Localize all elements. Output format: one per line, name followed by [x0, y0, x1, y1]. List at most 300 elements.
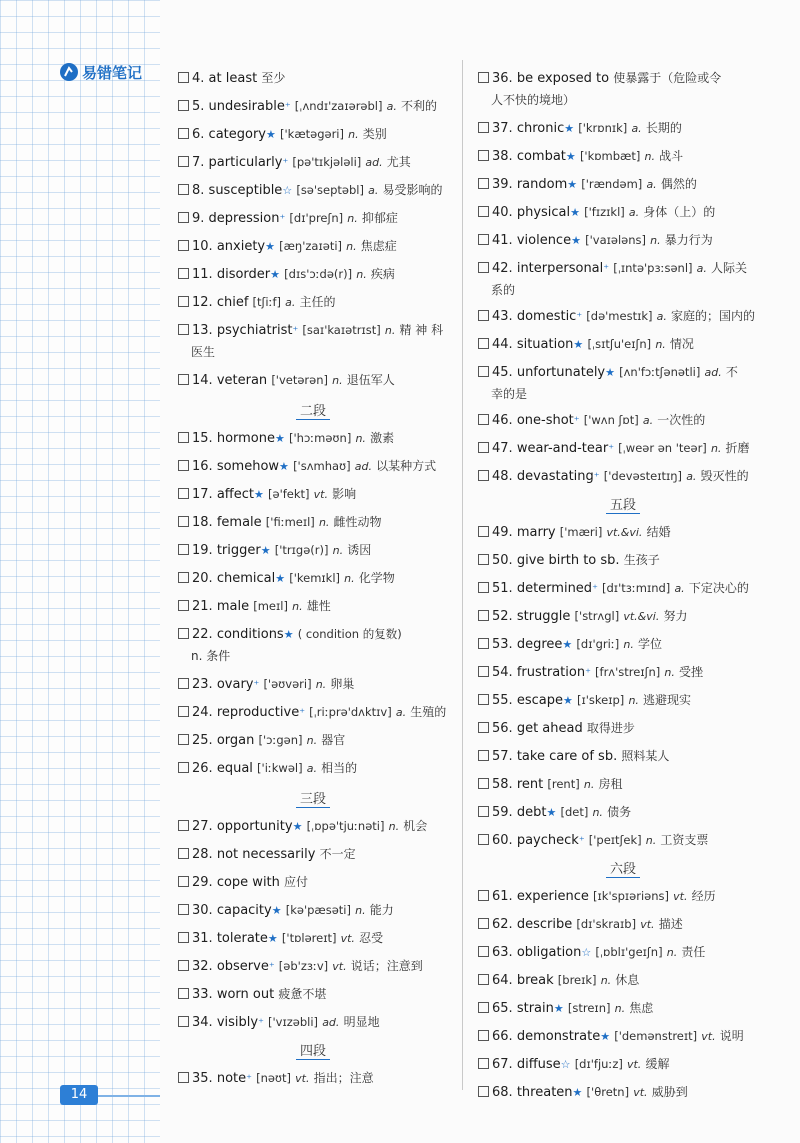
- phonetic: [dɪ'griː]: [576, 637, 620, 651]
- phonetic: ['hɔːməʊn]: [289, 431, 352, 445]
- level-star-icon: ⁺: [284, 100, 291, 113]
- headword: situation: [516, 337, 574, 352]
- checkbox[interactable]: [478, 206, 489, 217]
- part-of-speech: a.: [395, 706, 407, 719]
- level-star-icon: ☆: [560, 1058, 571, 1071]
- phonetic: [ʌn'fɔːtʃənətli]: [619, 365, 701, 379]
- item-number: 57.: [492, 749, 513, 764]
- part-of-speech: ad.: [365, 156, 383, 169]
- checkbox[interactable]: [178, 820, 189, 831]
- checkbox[interactable]: [478, 750, 489, 761]
- item-number: 13.: [192, 323, 213, 338]
- item-number: 60.: [492, 833, 513, 848]
- page-number: 14: [60, 1085, 98, 1105]
- chinese-meaning: 债务: [607, 805, 632, 819]
- phonetic: ['kætəgəri]: [280, 127, 344, 141]
- part-of-speech: n.: [306, 734, 318, 747]
- level-star-icon: ★: [279, 460, 289, 473]
- chinese-meaning: 身体（上）的: [643, 205, 716, 219]
- vocab-item: [478, 998, 768, 1019]
- logo-mark-icon: [60, 63, 78, 81]
- item-number: 30.: [192, 903, 213, 918]
- headword: domestic: [516, 309, 577, 324]
- checkbox[interactable]: [178, 156, 189, 167]
- phonetic: ['tɒləreɪt]: [281, 931, 337, 945]
- headword: marry: [516, 525, 556, 540]
- checkbox[interactable]: [178, 296, 189, 307]
- part-of-speech: n.: [344, 572, 355, 585]
- headword: random: [516, 177, 568, 192]
- phonetic: [ˌweər ən 'teər]: [618, 441, 707, 455]
- checkbox[interactable]: [178, 128, 189, 139]
- part-of-speech: n.: [644, 150, 655, 163]
- vocab-item: [178, 540, 448, 561]
- checkbox[interactable]: [178, 988, 189, 999]
- vocab-item: [478, 202, 768, 223]
- vocab-item: [478, 466, 768, 487]
- headword: unfortunately: [516, 365, 606, 380]
- headword: not necessarily: [216, 847, 316, 862]
- phonetic: ['rændəm]: [581, 177, 643, 191]
- checkbox[interactable]: [178, 904, 189, 915]
- section-label: 六段: [606, 858, 640, 878]
- headword: depression: [208, 211, 280, 226]
- checkbox[interactable]: [478, 122, 489, 133]
- part-of-speech: n.: [347, 212, 358, 225]
- level-star-icon: ★: [572, 1086, 583, 1099]
- phonetic: [frʌ'streɪʃn]: [595, 665, 661, 679]
- phonetic: [ˌʌndɪ'zaɪərəbl]: [294, 99, 383, 113]
- headword: rent: [516, 777, 544, 792]
- checkbox[interactable]: [178, 628, 189, 639]
- headword: wear-and-tear: [516, 441, 609, 456]
- checkbox[interactable]: [478, 1030, 489, 1041]
- chinese-meaning: 器官: [321, 733, 346, 747]
- checkbox[interactable]: [178, 460, 189, 471]
- level-star-icon: ★: [553, 1002, 564, 1015]
- part-of-speech: n.: [318, 516, 330, 529]
- checkbox[interactable]: [478, 1058, 489, 1069]
- checkbox[interactable]: [478, 610, 489, 621]
- chinese-meaning: 缓解: [645, 1057, 670, 1071]
- headword: break: [516, 973, 554, 988]
- checkbox[interactable]: [178, 1072, 189, 1083]
- phonetic: [nəʊt]: [256, 1071, 292, 1085]
- chinese-meaning: 结婚: [646, 525, 671, 539]
- headword: anxiety: [216, 239, 266, 254]
- level-star-icon: ★: [267, 932, 278, 945]
- item-number: 6.: [192, 127, 205, 142]
- chinese-meaning: 退伍军人: [346, 373, 395, 387]
- part-of-speech: n.: [614, 1002, 626, 1015]
- vocab-item: [478, 522, 768, 543]
- chinese-meaning: 房租: [598, 777, 623, 791]
- phonetic: ['ɔːgən]: [258, 733, 303, 747]
- headword: describe: [516, 917, 573, 932]
- item-number: 20.: [192, 571, 213, 586]
- phonetic: ['vɪzəbli]: [268, 1015, 319, 1029]
- vocab-item: [478, 230, 768, 251]
- chinese-meaning: 暴力行为: [664, 233, 713, 247]
- phonetic: [ˌɒblɪ'geɪʃn]: [595, 945, 663, 959]
- vocab-item: [178, 236, 448, 257]
- checkbox[interactable]: [178, 960, 189, 971]
- part-of-speech: n.: [710, 442, 722, 455]
- item-number: 53.: [492, 637, 513, 652]
- item-number: 49.: [492, 525, 513, 540]
- logo-text: 易错笔记: [82, 63, 143, 82]
- phonetic: [ɪk'spɪəriəns]: [593, 889, 670, 903]
- part-of-speech: n.: [623, 638, 634, 651]
- section-heading: [478, 858, 768, 878]
- chinese-meaning: 人际关: [711, 261, 748, 275]
- checkbox[interactable]: [178, 932, 189, 943]
- vocab-item: [478, 68, 768, 107]
- item-number: 25.: [192, 733, 213, 748]
- chinese-meaning: 至少: [261, 71, 286, 85]
- checkbox[interactable]: [178, 848, 189, 859]
- section-heading: [478, 494, 768, 514]
- phonetic: ['strʌgl]: [574, 609, 620, 623]
- vocab-item: [478, 1054, 768, 1075]
- chinese-meaning: 类别: [362, 127, 387, 141]
- part-of-speech: vt.: [633, 1086, 648, 1099]
- checkbox[interactable]: [478, 890, 489, 901]
- checkbox[interactable]: [178, 678, 189, 689]
- part-of-speech: n.: [388, 820, 400, 833]
- checkbox[interactable]: [178, 706, 189, 717]
- chinese-meaning: 明显地: [343, 1015, 380, 1029]
- vocab-item: [178, 512, 448, 533]
- headword: observe: [216, 959, 269, 974]
- headword: take care of sb.: [516, 749, 618, 764]
- vocab-item: [178, 264, 448, 285]
- chinese-meaning: 学位: [637, 637, 662, 651]
- vocab-item: [178, 568, 448, 589]
- part-of-speech: n.: [655, 338, 666, 351]
- headword: at least: [208, 71, 258, 86]
- chinese-meaning: 受挫: [678, 665, 703, 679]
- chinese-meaning: 诱因: [347, 543, 372, 557]
- item-number: 10.: [192, 239, 213, 254]
- phonetic: [ˌɒpə'tjuːnəti]: [306, 819, 385, 833]
- headword: particularly: [208, 155, 283, 170]
- part-of-speech: n.: [332, 374, 343, 387]
- item-number: 62.: [492, 917, 513, 932]
- checkbox[interactable]: [478, 1086, 489, 1097]
- headword: escape: [516, 693, 563, 708]
- checkbox[interactable]: [478, 554, 489, 565]
- part-of-speech: a.: [642, 414, 654, 427]
- checkbox[interactable]: [478, 414, 489, 425]
- level-star-icon: ★: [600, 1030, 611, 1043]
- phonetic: ['trɪgə(r)]: [274, 543, 329, 557]
- checkbox[interactable]: [178, 734, 189, 745]
- headword: cope with: [216, 875, 280, 890]
- part-of-speech: a.: [386, 100, 397, 113]
- vocab-item: [178, 96, 448, 117]
- chinese-meaning: 精 神 科: [399, 323, 444, 337]
- item-number: 29.: [192, 875, 213, 890]
- item-number: 47.: [492, 441, 513, 456]
- vocab-item: [478, 942, 768, 963]
- vocab-item: [478, 662, 768, 683]
- checkbox[interactable]: [478, 638, 489, 649]
- part-of-speech: ad.: [322, 1016, 340, 1029]
- headword: strain: [516, 1001, 554, 1016]
- checkbox[interactable]: [478, 470, 489, 481]
- checkbox[interactable]: [178, 1016, 189, 1027]
- vocab-item: [478, 774, 768, 795]
- headword: veteran: [216, 373, 268, 388]
- checkbox[interactable]: [178, 762, 189, 773]
- checkbox[interactable]: [478, 310, 489, 321]
- phonetic: ['sʌmhaʊ]: [293, 459, 351, 473]
- headword: somehow: [216, 459, 280, 474]
- item-number: 45.: [492, 365, 513, 380]
- vocab-item: [178, 1068, 448, 1089]
- level-star-icon: ⁺: [279, 212, 286, 225]
- item-number: 44.: [492, 337, 513, 352]
- headword: ovary: [216, 677, 254, 692]
- phonetic: [pə'tɪkjələli]: [292, 155, 362, 169]
- part-of-speech: n.: [628, 694, 639, 707]
- level-star-icon: ★: [546, 806, 557, 819]
- vocab-item: [478, 914, 768, 935]
- phonetic: [tʃiːf]: [252, 295, 282, 309]
- checkbox[interactable]: [478, 234, 489, 245]
- part-of-speech: n.: [592, 806, 603, 819]
- headword: opportunity: [216, 819, 293, 834]
- phonetic: ['əʊvəri]: [263, 677, 312, 691]
- part-of-speech: vt.&vi.: [606, 526, 643, 539]
- checkbox[interactable]: [178, 100, 189, 111]
- level-star-icon: ⁺: [253, 678, 260, 691]
- item-number: 23.: [192, 677, 213, 692]
- checkbox[interactable]: [178, 184, 189, 195]
- chinese-meaning: 疾病: [370, 267, 395, 281]
- checkbox[interactable]: [178, 240, 189, 251]
- vocab-item: [178, 816, 448, 837]
- chinese-meaning: 焦虑症: [360, 239, 397, 253]
- page-number-rule: [98, 1095, 160, 1097]
- vocab-item: [178, 152, 448, 173]
- checkbox[interactable]: [478, 722, 489, 733]
- phonetic: [breɪk]: [557, 973, 597, 987]
- checkbox[interactable]: [478, 338, 489, 349]
- checkbox[interactable]: [478, 834, 489, 845]
- headword: interpersonal: [516, 261, 604, 276]
- checkbox[interactable]: [478, 178, 489, 189]
- part-of-speech: n.: [348, 128, 359, 141]
- chinese-meaning: 易受影响的: [382, 183, 443, 197]
- headword: diffuse: [516, 1057, 561, 1072]
- level-star-icon: ★: [573, 338, 584, 351]
- checkbox[interactable]: [178, 544, 189, 555]
- checkbox[interactable]: [178, 432, 189, 443]
- vocab-item: [178, 900, 448, 921]
- checkbox[interactable]: [478, 666, 489, 677]
- chinese-meaning: 相当的: [321, 761, 358, 775]
- item-number: 52.: [492, 609, 513, 624]
- item-number: 14.: [192, 373, 213, 388]
- checkbox[interactable]: [478, 778, 489, 789]
- phonetic: ['iːkwəl]: [257, 761, 303, 775]
- level-star-icon: ★: [266, 128, 276, 141]
- part-of-speech: n.: [356, 268, 367, 281]
- checkbox[interactable]: [178, 876, 189, 887]
- checkbox[interactable]: [478, 72, 489, 83]
- chinese-meaning: 毁灭性的: [700, 469, 749, 483]
- chinese-meaning: 机会: [403, 819, 428, 833]
- part-of-speech: vt.: [340, 932, 355, 945]
- level-star-icon: ★: [571, 234, 581, 247]
- vocab-item: [478, 634, 768, 655]
- item-number: 27.: [192, 819, 213, 834]
- chinese-meaning: 照料某人: [621, 749, 670, 763]
- checkbox[interactable]: [478, 442, 489, 453]
- checkbox[interactable]: [478, 918, 489, 929]
- item-number: 51.: [492, 581, 513, 596]
- part-of-speech: a.: [674, 582, 685, 595]
- chinese-meaning: 不利的: [401, 99, 438, 113]
- checkbox[interactable]: [178, 268, 189, 279]
- item-number: 36.: [492, 71, 513, 86]
- checkbox[interactable]: [478, 582, 489, 593]
- phonetic: ['vaɪələns]: [585, 233, 646, 247]
- checkbox[interactable]: [178, 212, 189, 223]
- level-star-icon: ⁺: [593, 470, 600, 483]
- item-number: 28.: [192, 847, 213, 862]
- chinese-meaning: 说明: [719, 1029, 744, 1043]
- part-of-speech: vt.&vi.: [623, 610, 660, 623]
- item-number: 17.: [192, 487, 213, 502]
- chinese-meaning: 影响: [332, 487, 357, 501]
- item-number: 12.: [192, 295, 213, 310]
- chinese-meaning: 说话；注意到: [350, 959, 423, 973]
- vocab-item: [478, 606, 768, 627]
- phonetic: [dɪs'ɔːdə(r)]: [284, 267, 353, 281]
- checkbox[interactable]: [478, 366, 489, 377]
- vocab-item: [478, 258, 768, 297]
- item-number: 38.: [492, 149, 513, 164]
- vocab-item: [178, 596, 448, 617]
- vocab-item: [478, 410, 768, 431]
- level-star-icon: ⁺: [585, 666, 591, 679]
- phonetic: [sə'septəbl]: [296, 183, 364, 197]
- level-star-icon: ★: [562, 638, 573, 651]
- phonetic: ['krɒnɪk]: [578, 121, 628, 135]
- vocab-item: [178, 484, 448, 505]
- part-of-speech: n.: [355, 904, 366, 917]
- headword: visibly: [216, 1015, 259, 1030]
- headword: tolerate: [216, 931, 268, 946]
- level-star-icon: ⁺: [282, 156, 289, 169]
- headword: trigger: [216, 543, 261, 558]
- checkbox[interactable]: [178, 72, 189, 83]
- vocab-item: [478, 438, 768, 459]
- headword: be exposed to: [516, 71, 610, 86]
- checkbox[interactable]: [178, 488, 189, 499]
- checkbox[interactable]: [178, 374, 189, 385]
- chinese-meaning: 尤其: [386, 155, 411, 169]
- checkbox[interactable]: [178, 324, 189, 335]
- part-of-speech: vt.: [332, 960, 347, 973]
- item-number: 56.: [492, 721, 513, 736]
- chinese-meaning-continued: 人不快的境地）: [491, 93, 576, 107]
- checkbox[interactable]: [178, 572, 189, 583]
- checkbox[interactable]: [478, 526, 489, 537]
- part-of-speech: a.: [306, 762, 317, 775]
- checkbox[interactable]: [478, 262, 489, 273]
- vocab-item: [478, 718, 768, 739]
- item-number: 58.: [492, 777, 513, 792]
- phonetic: ['kɒmbæt]: [579, 149, 641, 163]
- checkbox[interactable]: [478, 806, 489, 817]
- level-star-icon: ☆: [581, 946, 592, 959]
- headword: capacity: [216, 903, 272, 918]
- part-of-speech: n.: [384, 324, 396, 337]
- checkbox[interactable]: [178, 516, 189, 527]
- phonetic: [saɪ'kaɪətrɪst]: [302, 323, 381, 337]
- chinese-meaning: 经历: [691, 889, 716, 903]
- vocab-item: [178, 956, 448, 977]
- phonetic: [ə'fekt]: [268, 487, 310, 501]
- phonetic: ['fɪzɪkl]: [584, 205, 625, 219]
- headword: one-shot: [516, 413, 574, 428]
- vocab-item: [478, 886, 768, 907]
- headword: organ: [216, 733, 255, 748]
- item-number: 61.: [492, 889, 513, 904]
- checkbox[interactable]: [478, 694, 489, 705]
- chinese-meaning: 主任的: [299, 295, 336, 309]
- checkbox[interactable]: [478, 974, 489, 985]
- level-star-icon: ⁺: [592, 582, 598, 595]
- headword: undesirable: [208, 99, 285, 114]
- headword: equal: [216, 761, 253, 776]
- phonetic: [əb'zɜːv]: [278, 959, 329, 973]
- part-of-speech: n.: [355, 432, 366, 445]
- item-number: 31.: [192, 931, 213, 946]
- vocab-item: [178, 68, 448, 89]
- headword: experience: [516, 889, 589, 904]
- chinese-meaning: 下定决心的: [688, 581, 749, 595]
- item-number: 50.: [492, 553, 513, 568]
- item-number: 7.: [192, 155, 205, 170]
- chinese-meaning-continued: 系的: [491, 283, 516, 297]
- phonetic: [dɪ'fjuːz]: [574, 1057, 623, 1071]
- vocab-item: [178, 730, 448, 751]
- part-of-speech: n.: [583, 778, 595, 791]
- item-number: 48.: [492, 469, 513, 484]
- checkbox[interactable]: [478, 1002, 489, 1013]
- chinese-meaning: 忍受: [359, 931, 384, 945]
- checkbox[interactable]: [178, 600, 189, 611]
- checkbox[interactable]: [478, 150, 489, 161]
- level-star-icon: ⁺: [268, 960, 275, 973]
- chinese-meaning: 生殖的: [410, 705, 447, 719]
- headword: determined: [516, 581, 593, 596]
- headword: physical: [516, 205, 571, 220]
- chinese-meaning: 逃避现实: [643, 693, 692, 707]
- item-number: 63.: [492, 945, 513, 960]
- chinese-meaning: 长期的: [645, 121, 682, 135]
- level-star-icon: ★: [275, 572, 286, 585]
- vocab-item: [478, 1026, 768, 1047]
- checkbox[interactable]: [478, 946, 489, 957]
- item-number: 8.: [192, 183, 205, 198]
- part-of-speech: a.: [631, 122, 642, 135]
